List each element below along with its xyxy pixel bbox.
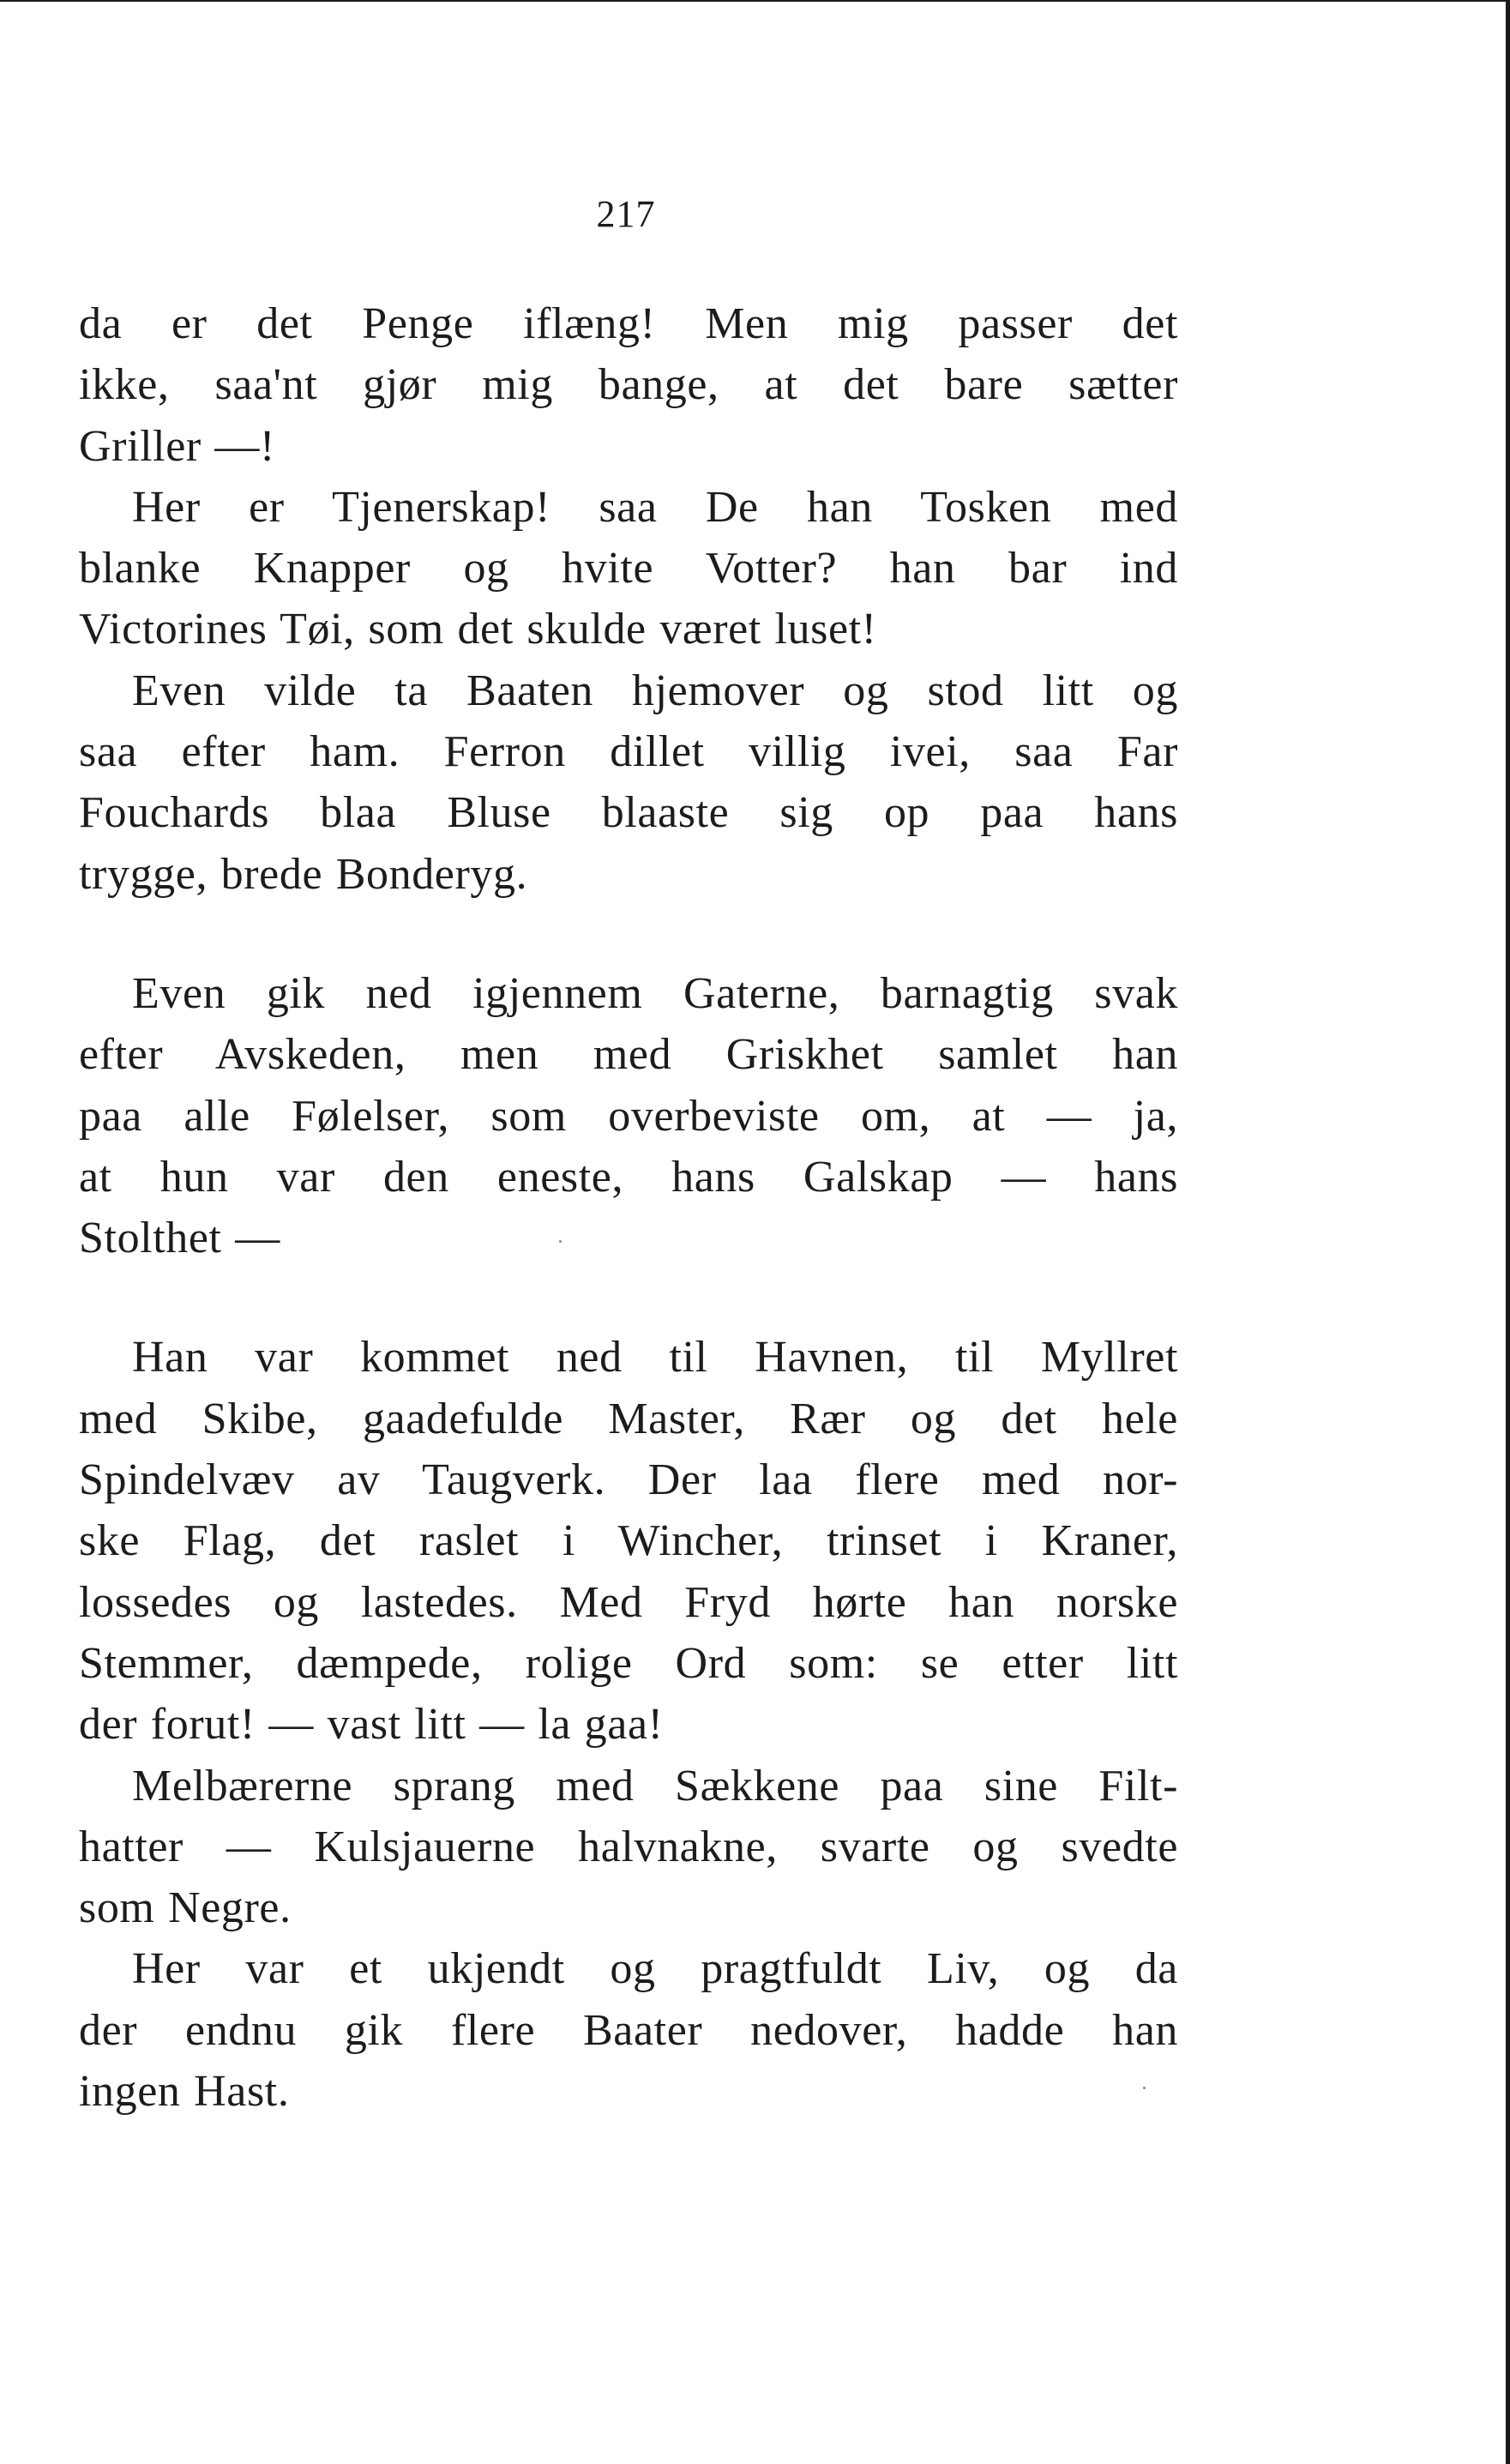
- text-line: Her er Tjenerskap! saa De han Tosken med: [132, 482, 1178, 532]
- body-text: [79, 293, 1178, 2122]
- text-line: lossedes og lastedes. Med Fryd hørte han norske: [79, 1577, 1178, 1627]
- text-line: med Skibe, gaadefulde Master, Rær og det hele: [79, 1394, 1178, 1443]
- text-line: Even vilde ta Baaten hjemover og stod litt og: [132, 666, 1178, 715]
- text-line: ske Flag, det raslet i Wincher, trinset i Kraner,: [79, 1516, 1178, 1566]
- paragraph-5: [79, 1327, 1178, 1755]
- paragraph-1: [79, 293, 1178, 477]
- text-line: Melbærerne sprang med Sækkene paa sine Filt-: [132, 1761, 1178, 1810]
- paragraph-4: [79, 963, 1178, 1268]
- text-line: blanke Knapper og hvite Votter? han bar ind: [79, 544, 1178, 593]
- text-line: Fouchards blaa Bluse blaaste sig op paa hans: [79, 788, 1178, 838]
- text-line: der endnu gik flere Baater nedover, hadde han: [79, 2005, 1178, 2055]
- page-number: 217: [596, 193, 656, 235]
- text-line: Even gik ned igjennem Gaterne, barnagtig svak: [132, 968, 1178, 1018]
- text-line: da er det Penge iflæng! Men mig passer det: [79, 299, 1178, 348]
- text-line: saa efter ham. Ferron dillet villig ivei, saa Far: [79, 727, 1178, 777]
- text-line: Stemmer, dæmpede, rolige Ord som: se etter litt: [79, 1638, 1178, 1688]
- text-line: ikke, saa'nt gjør mig bange, at det bare sætter: [79, 360, 1178, 410]
- text-line: Victorines Tøi, som det skulde været luset!: [79, 605, 877, 654]
- paper-speck: [1143, 2087, 1146, 2089]
- text-line: Stolthet —: [79, 1214, 280, 1263]
- text-line: trygge, brede Bonderyg.: [79, 849, 528, 899]
- text-line: at hun var den eneste, hans Galskap — hans: [79, 1152, 1178, 1202]
- paragraph-7: [79, 1938, 1178, 2122]
- paragraph-6: [79, 1756, 1178, 1939]
- text-line: paa alle Følelser, som overbeviste om, at — ja,: [79, 1091, 1178, 1141]
- section-gap: [79, 1268, 1178, 1327]
- text-line: hatter — Kulsjauerne halvnakne, svarte og svedte: [79, 1822, 1178, 1871]
- text-line: Spindelvæv av Taugverk. Der laa flere med nor-: [79, 1455, 1178, 1505]
- text-line: Griller —!: [79, 421, 275, 471]
- paragraph-2: [79, 477, 1178, 660]
- text-line: Her var et ukjendt og pragtfuldt Liv, og da: [132, 1944, 1178, 1994]
- paper-speck: [559, 1240, 562, 1243]
- text-line: efter Avskeden, men med Griskhet samlet han: [79, 1030, 1178, 1080]
- text-line: der forut! — vast litt — la gaa!: [79, 1700, 664, 1750]
- text-line: som Negre.: [79, 1883, 292, 1933]
- paragraph-3: [79, 660, 1178, 905]
- text-line: Han var kommet ned til Havnen, til Myllret: [132, 1333, 1178, 1383]
- text-line: ingen Hast.: [79, 2067, 290, 2117]
- section-gap: [79, 905, 1178, 963]
